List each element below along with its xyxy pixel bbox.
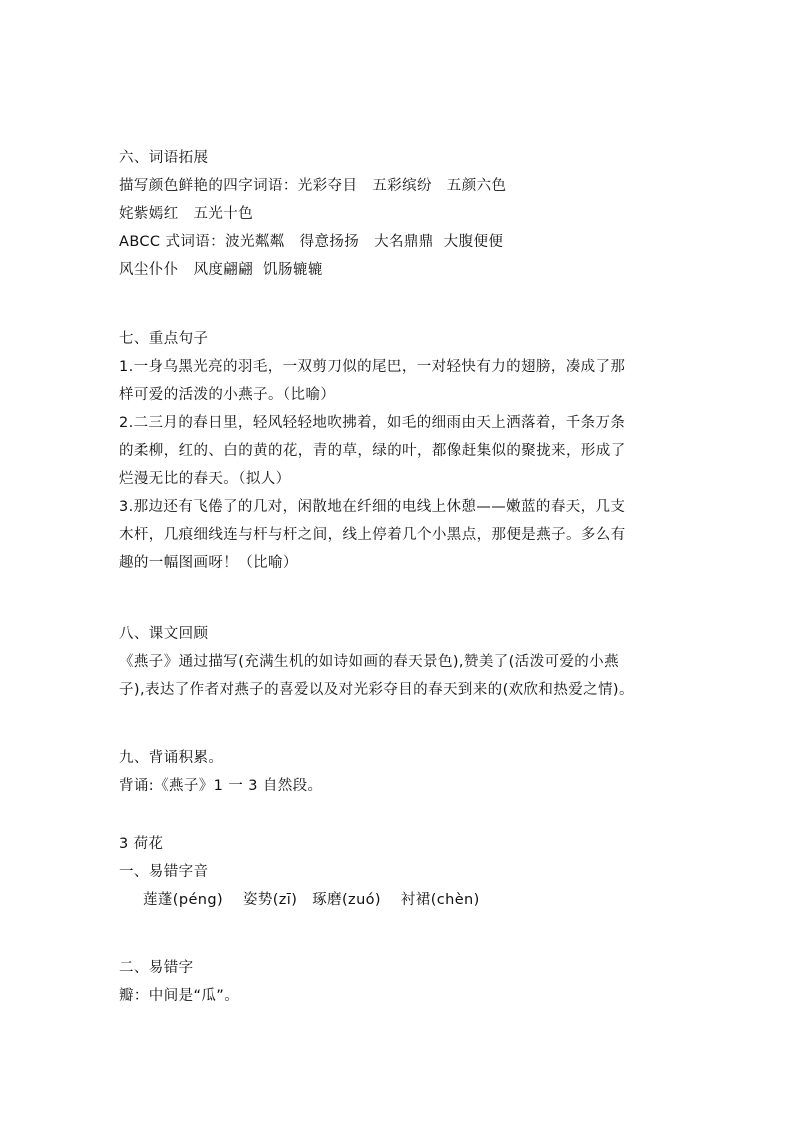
section-7-line-4: 的柔柳，红的、白的黄的花，青的草，绿的叶，都像赶集似的聚拢来，形成了: [119, 443, 626, 459]
section-8-heading: 八、课文回顾: [119, 626, 209, 642]
section-7-line-7: 木杆，几痕细线连与杆与杆之间，线上停着几个小黑点，那便是燕子。多么有: [119, 527, 626, 543]
section-7-heading: 七、重点句子: [119, 331, 209, 347]
lesson-3-title: 3 荷花: [119, 836, 164, 852]
section-7-line-6: 3.那边还有飞倦了的几对，闲散地在纤细的电线上休憩——嫩蓝的春天，几支: [119, 499, 626, 515]
section-9-line-1: 背诵:《燕子》1 一 3 自然段。: [119, 778, 323, 794]
section-7-line-2: 样可爱的活泼的小燕子。（比喻）: [119, 387, 336, 403]
section-7-line-5: 烂漫无比的春天。（拟人）: [119, 471, 291, 487]
section-6-line-2: 姹紫嫣红 五光十色: [119, 206, 254, 222]
lesson-3-section-2-heading: 二、易错字: [119, 960, 194, 976]
lesson-3-section-1-heading: 一、易错字音: [119, 864, 209, 880]
section-7-line-3: 2.二三月的春日里，轻风轻轻地吹拂着，如毛的细雨由天上洒落着，千条万条: [119, 415, 626, 431]
section-9-heading: 九、背诵积累。: [119, 750, 224, 766]
lesson-3-section-1-line-1: 莲蓬(péng) 姿势(zī) 琢磨(zuó) 衬裙(chèn): [143, 892, 480, 908]
section-6-heading: 六、词语拓展: [119, 150, 209, 166]
section-7-line-1: 1.一身乌黑光亮的羽毛，一双剪刀似的尾巴，一对轻快有力的翅膀，凑成了那: [119, 359, 626, 375]
section-8-line-2: 子),表达了作者对燕子的喜爱以及对光彩夺目的春天到来的(欢欣和热爱之情)。: [119, 682, 634, 698]
section-7-line-8: 趣的一幅图画呀！（比喻）: [119, 555, 298, 571]
section-8-line-1: 《燕子》通过描写(充满生机的如诗如画的春天景色),赞美了(活泼可爱的小燕: [119, 654, 619, 670]
section-6-line-1: 描写颜色鲜艳的四字词语：光彩夺目 五彩缤纷 五颜六色: [119, 178, 507, 194]
section-6-line-4: 风尘仆仆 风度翩翩 饥肠辘辘: [119, 262, 323, 278]
section-6-line-3: ABCC 式词语：波光粼粼 得意扬扬 大名鼎鼎 大腹便便: [119, 234, 504, 250]
lesson-3-section-2-line-1: 瓣：中间是“瓜”。: [119, 988, 240, 1004]
